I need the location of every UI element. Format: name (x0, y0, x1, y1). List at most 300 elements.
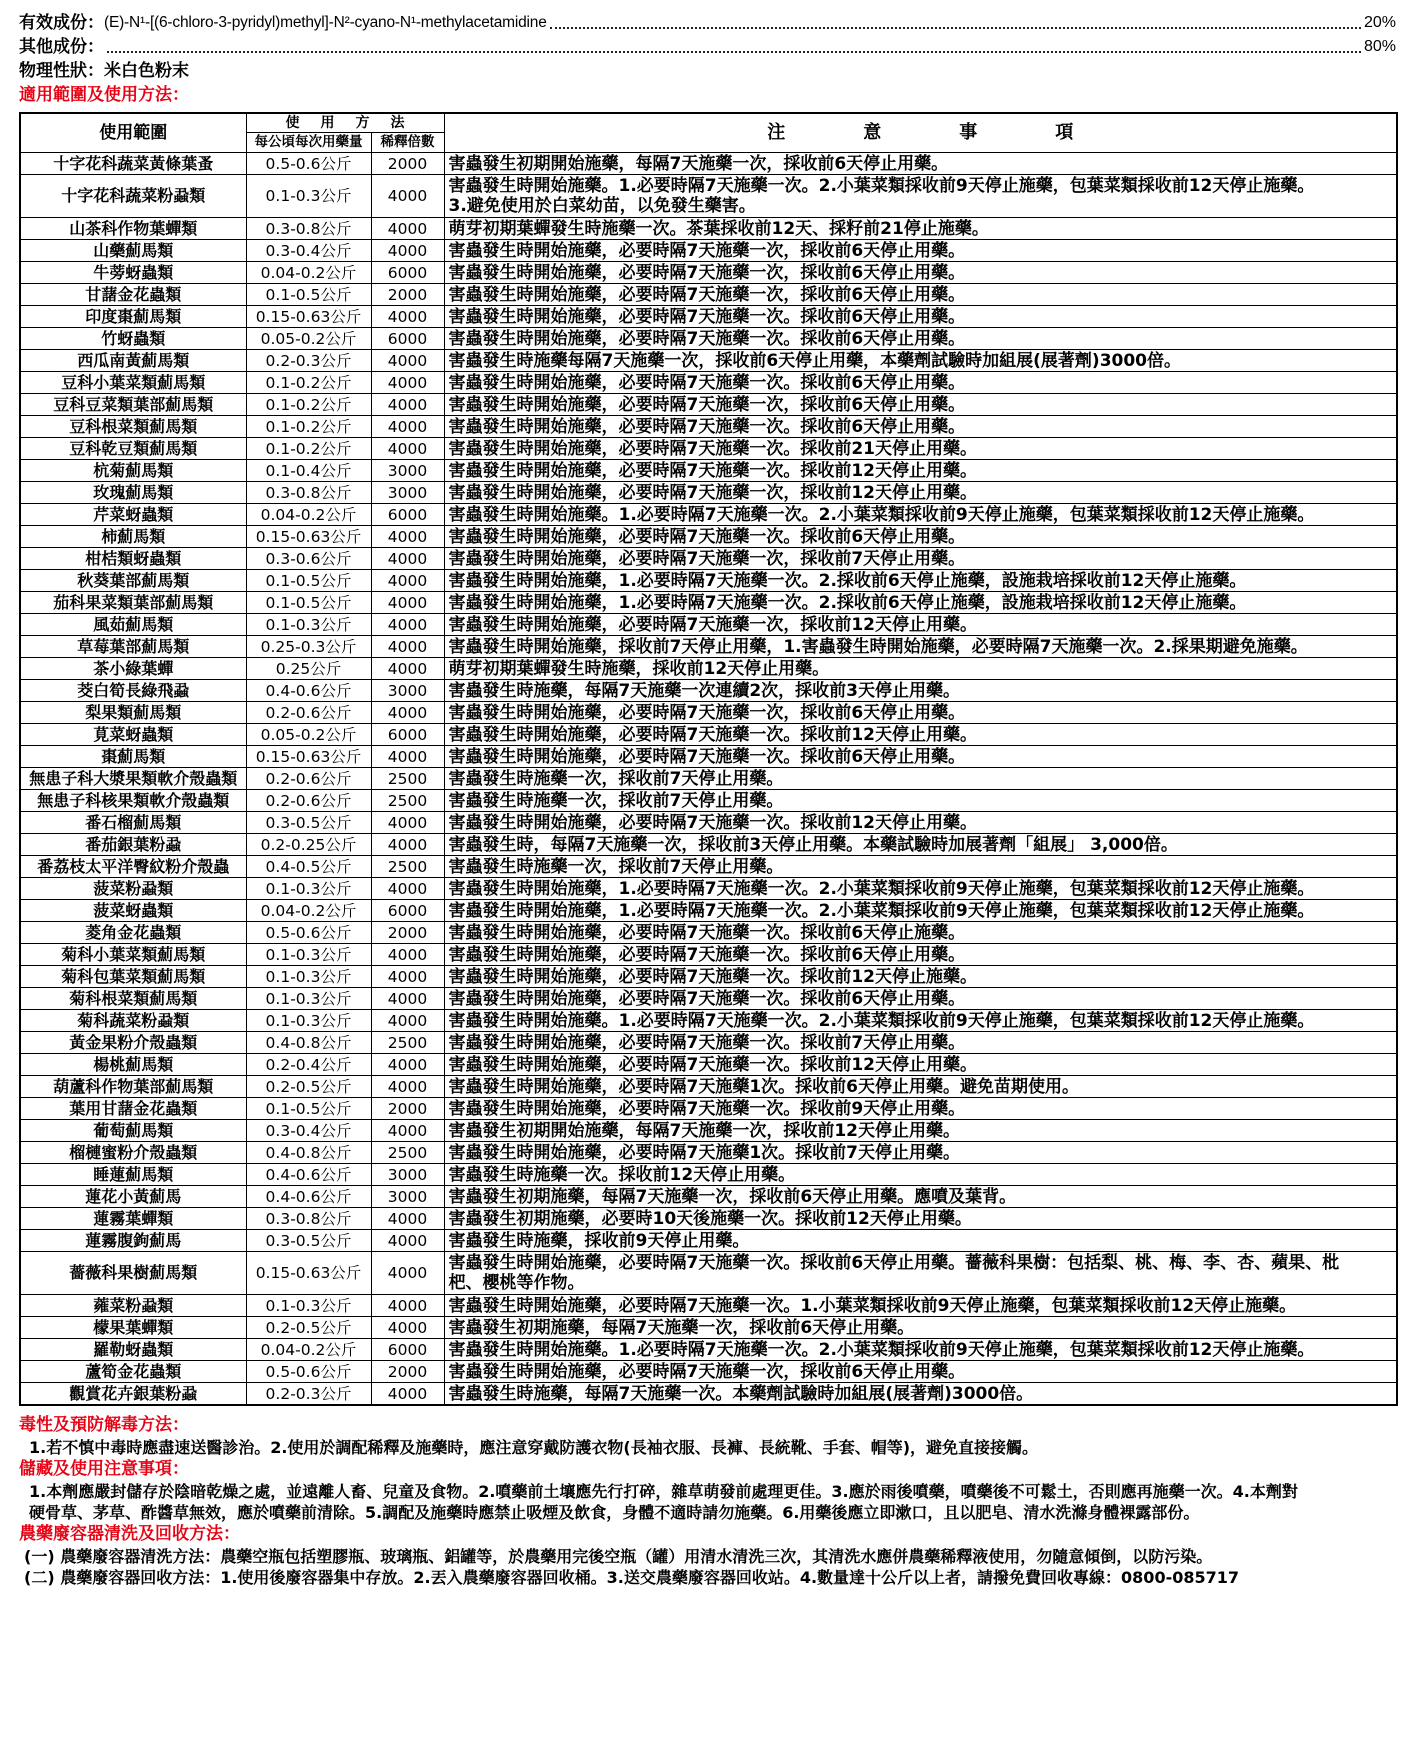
table-row (20, 1361, 1397, 1383)
note-line: 害蟲發生時開始施藥，必要時隔7天施藥一次。採收前12天停止用藥。 (448, 724, 977, 745)
storage-line: 硬骨草、茅草、酢醬草無效，應於噴藥前清除。5.調配及施藥時應禁止吸煙及飲食，身體不適時請勿施藥。6.用藥後應立即漱口，且以肥皂、清水洗滌身體裸露部份。 (29, 1503, 1200, 1522)
table-row (20, 944, 1397, 966)
note-line: 害蟲發生初期開始施藥，每隔7天施藥一次，採收前6天停止用藥。 (448, 153, 949, 174)
note-cell (444, 1142, 1397, 1164)
note-line: 害蟲發生時開始施藥，必要時隔7天施藥1次。採收前6天停止用藥。避免苗期使用。 (448, 1076, 1079, 1097)
table-row (20, 548, 1397, 570)
crop-cell: 黃金果粉介殼蟲類 (20, 1032, 246, 1054)
crop-cell: 蓮花小黃薊馬 (20, 1186, 246, 1208)
table-row (20, 1317, 1397, 1339)
note-cell (444, 746, 1397, 768)
table-row (20, 175, 1397, 218)
note-line: 害蟲發生時開始施藥。1.必要時隔7天施藥一次。2.小葉菜類採收前9天停止施藥，包葉菜類採收前12天停止施藥。 (448, 504, 1315, 525)
crop-cell: 菠菜蚜蟲類 (20, 900, 246, 922)
dose-cell: 0.2-0.6公斤 (246, 768, 371, 790)
note-line: 杷、櫻桃等作物。 (448, 1273, 585, 1293)
dose-cell: 0.4-0.8公斤 (246, 1032, 371, 1054)
note-cell (444, 680, 1397, 702)
table-row (20, 372, 1397, 394)
dose-cell: 0.15-0.63公斤 (246, 306, 371, 328)
crop-cell: 十字花科蔬菜黃條葉蚤 (20, 153, 246, 175)
crop-cell: 蘆筍金花蟲類 (20, 1361, 246, 1383)
crop-cell: 十字花科蔬菜粉蝨類 (20, 175, 246, 218)
dilution-cell: 2500 (371, 768, 444, 790)
table-row (20, 988, 1397, 1010)
dotted-leader (550, 27, 1361, 29)
note-cell (444, 1383, 1397, 1406)
note-cell (444, 834, 1397, 856)
dose-cell: 0.1-0.2公斤 (246, 372, 371, 394)
dose-cell: 0.04-0.2公斤 (246, 900, 371, 922)
note-cell (444, 1164, 1397, 1186)
note-line: 害蟲發生時開始施藥，必要時隔7天施藥一次，採收前6天停止用藥。 (448, 284, 966, 305)
note-cell (444, 1339, 1397, 1361)
dilution-cell: 6000 (371, 262, 444, 284)
table-row (20, 856, 1397, 878)
note-cell (444, 416, 1397, 438)
table-row (20, 1010, 1397, 1032)
table-row (20, 900, 1397, 922)
note-line: 害蟲發生時開始施藥，必要時隔7天施藥一次。採收前12天停止用藥。 (448, 812, 977, 833)
note-line: 害蟲發生時開始施藥，必要時隔7天施藥一次。採收前21天停止用藥。 (448, 438, 977, 459)
dilution-cell: 4000 (371, 526, 444, 548)
note-cell (444, 504, 1397, 526)
crop-cell: 菊科包葉菜類薊馬類 (20, 966, 246, 988)
crop-cell: 菱角金花蟲類 (20, 922, 246, 944)
note-cell (444, 1317, 1397, 1339)
note-line: 害蟲發生時開始施藥，必要時隔7天施藥一次。採收前6天停止用藥。 (448, 944, 966, 965)
note-cell (444, 1252, 1397, 1295)
other-ingredient-label: 其他成份： (19, 37, 104, 57)
dose-cell: 0.3-0.8公斤 (246, 482, 371, 504)
dose-cell: 0.15-0.63公斤 (246, 526, 371, 548)
table-row (20, 1120, 1397, 1142)
note-line: 害蟲發生時開始施藥。1.必要時隔7天施藥一次。2.小葉菜類採收前9天停止施藥，包葉菜類採收前12天停止施藥。 (448, 1010, 1315, 1031)
dilution-cell: 4000 (371, 944, 444, 966)
note-line: 害蟲發生時開始施藥，必要時隔7天施藥一次。採收前6天停止用藥。 (448, 416, 966, 437)
table-row (20, 218, 1397, 240)
dose-cell: 0.2-0.3公斤 (246, 350, 371, 372)
note-cell (444, 768, 1397, 790)
footer-sections (19, 1414, 1396, 1588)
dilution-cell: 4000 (371, 812, 444, 834)
crop-cell: 蓮霧腹鉤薊馬 (20, 1230, 246, 1252)
note-cell (444, 724, 1397, 746)
dose-cell: 0.25公斤 (246, 658, 371, 680)
table-row (20, 768, 1397, 790)
table-row (20, 438, 1397, 460)
dilution-cell: 3000 (371, 680, 444, 702)
dose-cell: 0.1-0.2公斤 (246, 394, 371, 416)
note-line: 害蟲發生時施藥每隔7天施藥一次，採收前6天停止用藥，本藥劑試驗時加組展(展著劑)3000倍。 (448, 350, 1182, 371)
dilution-cell: 2000 (371, 153, 444, 175)
dilution-cell: 4000 (371, 1230, 444, 1252)
dilution-cell: 6000 (371, 900, 444, 922)
table-row (20, 1383, 1397, 1406)
dose-cell: 0.2-0.3公斤 (246, 1383, 371, 1406)
dose-cell: 0.2-0.6公斤 (246, 790, 371, 812)
note-line: 害蟲發生時開始施藥，必要時隔7天施藥一次。1.小葉菜類採收前9天停止施藥，包葉菜類採收前12天停止施藥。 (448, 1295, 1297, 1316)
usage-table-body (20, 153, 1397, 1406)
crop-cell: 睡蓮薊馬類 (20, 1164, 246, 1186)
dilution-cell: 4000 (371, 306, 444, 328)
note-cell (444, 548, 1397, 570)
table-row (20, 1339, 1397, 1361)
disposal-line: (二) 農藥廢容器回收方法：1.使用後廢容器集中存放。2.丟入農藥廢容器回收桶。3.送交農藥廢容器回收站。4.數量達十公斤以上者，請撥免費回收專線：0800-085717 (24, 1568, 1240, 1587)
dose-cell: 0.04-0.2公斤 (246, 504, 371, 526)
note-cell (444, 482, 1397, 504)
dose-cell: 0.04-0.2公斤 (246, 262, 371, 284)
dose-cell: 0.4-0.5公斤 (246, 856, 371, 878)
note-line: 害蟲發生時施藥一次。採收前12天停止用藥。 (448, 1164, 796, 1185)
active-ingredient-percent: 20% (1363, 14, 1396, 31)
crop-cell: 葫蘆科作物葉部薊馬類 (20, 1076, 246, 1098)
note-cell (444, 526, 1397, 548)
crop-cell: 玫瑰薊馬類 (20, 482, 246, 504)
crop-cell: 番石榴薊馬類 (20, 812, 246, 834)
active-ingredient-name: (E)-N¹-[(6-chloro-3-pyridyl)methyl]-N²-cyano-N¹-methylacetamidine (104, 14, 547, 31)
table-row (20, 966, 1397, 988)
table-row (20, 460, 1397, 482)
note-line: 3.避免使用於白菜幼苗，以免發生藥害。 (448, 196, 756, 216)
crop-cell: 無患子科核果類軟介殼蟲類 (20, 790, 246, 812)
crop-cell: 番茄銀葉粉蝨 (20, 834, 246, 856)
note-line: 害蟲發生時開始施藥。1.必要時隔7天施藥一次。2.小葉菜類採收前9天停止施藥，包葉菜類採收前12天停止施藥。 (448, 176, 1315, 196)
note-cell (444, 1032, 1397, 1054)
dilution-cell: 4000 (371, 1317, 444, 1339)
note-line: 害蟲發生時開始施藥，必要時隔7天施藥一次，採收前6天停止用藥。 (448, 394, 966, 415)
note-cell (444, 460, 1397, 482)
note-cell (444, 1054, 1397, 1076)
crop-cell: 莧菜蚜蟲類 (20, 724, 246, 746)
crop-cell: 西瓜南黃薊馬類 (20, 350, 246, 372)
dose-cell: 0.2-0.4公斤 (246, 1054, 371, 1076)
table-row (20, 350, 1397, 372)
dose-cell: 0.15-0.63公斤 (246, 1252, 371, 1295)
dilution-cell: 4000 (371, 636, 444, 658)
crop-cell: 薔薇科果樹薊馬類 (20, 1252, 246, 1295)
note-cell (444, 614, 1397, 636)
crop-cell: 豆科豆菜類葉部薊馬類 (20, 394, 246, 416)
header-notes: 注意事項 (444, 113, 1397, 153)
note-line: 害蟲發生時施藥，每隔7天施藥一次。本藥劑試驗時加組展(展著劑)3000倍。 (448, 1383, 1034, 1404)
note-line: 害蟲發生初期施藥，每隔7天施藥一次，採收前6天停止用藥。 (448, 1317, 915, 1338)
note-line: 害蟲發生時開始施藥，必要時隔7天施藥一次。採收前6天停止用藥。 (448, 988, 966, 1009)
dilution-cell: 4000 (371, 658, 444, 680)
dose-cell: 0.4-0.6公斤 (246, 1164, 371, 1186)
crop-cell: 豆科小葉菜類薊馬類 (20, 372, 246, 394)
active-ingredient-label: 有效成份： (19, 13, 104, 33)
dilution-cell: 4000 (371, 240, 444, 262)
crop-cell: 無患子科大漿果類軟介殼蟲類 (20, 768, 246, 790)
dilution-cell: 3000 (371, 460, 444, 482)
crop-cell: 番荔枝太平洋臀紋粉介殼蟲 (20, 856, 246, 878)
crop-cell: 豆科根菜類薊馬類 (20, 416, 246, 438)
table-row (20, 1032, 1397, 1054)
note-cell (444, 328, 1397, 350)
other-ingredient-percent: 80% (1363, 38, 1396, 55)
table-row (20, 416, 1397, 438)
dilution-cell: 4000 (371, 218, 444, 240)
dilution-cell: 3000 (371, 1186, 444, 1208)
dose-cell: 0.5-0.6公斤 (246, 922, 371, 944)
note-line: 害蟲發生時開始施藥。1.必要時隔7天施藥一次。2.小葉菜類採收前9天停止施藥，包葉菜類採收前12天停止施藥。 (448, 1339, 1315, 1360)
dose-cell: 0.1-0.3公斤 (246, 614, 371, 636)
note-line: 害蟲發生時開始施藥，必要時隔7天施藥一次，採收前6天停止用藥。 (448, 702, 966, 723)
dilution-cell: 4000 (371, 1054, 444, 1076)
dilution-cell: 4000 (371, 834, 444, 856)
dilution-cell: 6000 (371, 504, 444, 526)
table-row (20, 306, 1397, 328)
table-row (20, 658, 1397, 680)
dilution-cell: 2500 (371, 790, 444, 812)
crop-cell: 榴槤蜜粉介殼蟲類 (20, 1142, 246, 1164)
note-line: 害蟲發生時開始施藥，必要時隔7天施藥一次，採收前12天停止用藥。 (448, 614, 977, 635)
dilution-cell: 4000 (371, 1076, 444, 1098)
dilution-cell: 4000 (371, 1010, 444, 1032)
note-line: 害蟲發生時施藥一次，採收前7天停止用藥。 (448, 790, 784, 811)
crop-cell: 山藥薊馬類 (20, 240, 246, 262)
dilution-cell: 4000 (371, 548, 444, 570)
usage-table (19, 112, 1398, 1406)
dilution-cell: 4000 (371, 1120, 444, 1142)
dilution-cell: 4000 (371, 350, 444, 372)
table-row (20, 1076, 1397, 1098)
crop-cell: 蓮霧葉蟬類 (20, 1208, 246, 1230)
dilution-cell: 4000 (371, 416, 444, 438)
ingredient-info (19, 10, 1396, 82)
note-cell (444, 394, 1397, 416)
crop-cell: 茭白筍長綠飛蝨 (20, 680, 246, 702)
crop-cell: 茶小綠葉蟬 (20, 658, 246, 680)
dose-cell: 0.3-0.8公斤 (246, 218, 371, 240)
note-line: 害蟲發生時，每隔7天施藥一次，採收前3天停止用藥。本藥試驗時加展著劑「組展」 3,000倍。 (448, 834, 1178, 855)
crop-cell: 菊科根菜類薊馬類 (20, 988, 246, 1010)
table-row (20, 240, 1397, 262)
dilution-cell: 4000 (371, 1208, 444, 1230)
note-cell (444, 262, 1397, 284)
note-line: 害蟲發生時開始施藥，必要時隔7天施藥一次。採收前6天停止用藥。 (448, 526, 966, 547)
dose-cell: 0.1-0.3公斤 (246, 878, 371, 900)
note-line: 害蟲發生時開始施藥，必要時隔7天施藥一次。採收前9天停止用藥。 (448, 1098, 966, 1119)
note-line: 害蟲發生時施藥，每隔7天施藥一次連續2次，採收前3天停止用藥。 (448, 680, 960, 701)
note-cell (444, 175, 1397, 218)
note-line: 害蟲發生時開始施藥，必要時隔7天施藥一次。採收前6天停止用藥。 (448, 372, 966, 393)
crop-cell: 羅勒蚜蟲類 (20, 1339, 246, 1361)
crop-cell: 菊科小葉菜類薊馬類 (20, 944, 246, 966)
dose-cell: 0.5-0.6公斤 (246, 1361, 371, 1383)
table-row (20, 526, 1397, 548)
note-cell (444, 658, 1397, 680)
note-line: 害蟲發生時開始施藥，必要時隔7天施藥一次，採收前12天停止用藥。 (448, 482, 977, 503)
dose-cell: 0.04-0.2公斤 (246, 1339, 371, 1361)
crop-cell: 杭菊薊馬類 (20, 460, 246, 482)
disposal-title: 農藥廢容器清洗及回收方法： (19, 1524, 240, 1544)
dose-cell: 0.1-0.5公斤 (246, 284, 371, 306)
table-row (20, 1098, 1397, 1120)
dilution-cell: 4000 (371, 1295, 444, 1317)
dose-cell: 0.1-0.2公斤 (246, 438, 371, 460)
dose-cell: 0.1-0.3公斤 (246, 966, 371, 988)
table-row (20, 328, 1397, 350)
note-cell (444, 944, 1397, 966)
note-line: 害蟲發生時開始施藥，必要時隔7天施藥一次，採收前6天停止用藥。 (448, 262, 966, 283)
note-cell (444, 922, 1397, 944)
note-cell (444, 372, 1397, 394)
note-line: 害蟲發生時開始施藥，1.必要時隔7天施藥一次。2.小葉菜類採收前9天停止施藥，包葉菜類採收前12天停止施藥。 (448, 878, 1315, 899)
note-cell (444, 438, 1397, 460)
dose-cell: 0.1-0.3公斤 (246, 1010, 371, 1032)
note-line: 害蟲發生時開始施藥，必要時隔7天施藥一次，採收前7天停止用藥。 (448, 548, 966, 569)
header-dilution: 稀釋倍數 (371, 133, 444, 153)
dose-cell: 0.1-0.3公斤 (246, 944, 371, 966)
dose-cell: 0.05-0.2公斤 (246, 724, 371, 746)
table-row (20, 284, 1397, 306)
note-cell (444, 350, 1397, 372)
table-row (20, 790, 1397, 812)
note-line: 萌芽初期葉蟬發生時施藥，採收前12天停止用藥。 (448, 658, 830, 679)
crop-cell: 風茹薊馬類 (20, 614, 246, 636)
dotted-leader (107, 51, 1361, 53)
table-row (20, 592, 1397, 614)
dose-cell: 0.4-0.6公斤 (246, 1186, 371, 1208)
dilution-cell: 3000 (371, 482, 444, 504)
table-row (20, 1230, 1397, 1252)
table-row (20, 394, 1397, 416)
table-row (20, 812, 1397, 834)
dilution-cell: 4000 (371, 438, 444, 460)
dilution-cell: 6000 (371, 1339, 444, 1361)
note-cell (444, 1230, 1397, 1252)
dose-cell: 0.3-0.4公斤 (246, 1120, 371, 1142)
crop-cell: 觀賞花卉銀葉粉蝨 (20, 1383, 246, 1406)
dose-cell: 0.5-0.6公斤 (246, 153, 371, 175)
note-line: 害蟲發生初期施藥，每隔7天施藥一次，採收前6天停止用藥。應噴及葉背。 (448, 1186, 1017, 1207)
note-line: 害蟲發生時開始施藥，必要時隔7天施藥一次。採收前12天停止用藥。 (448, 460, 977, 481)
note-line: 害蟲發生時施藥一次，採收前7天停止用藥。 (448, 856, 784, 877)
crop-cell: 葉用甘藷金花蟲類 (20, 1098, 246, 1120)
crop-cell: 秋葵葉部薊馬類 (20, 570, 246, 592)
dose-cell: 0.1-0.3公斤 (246, 988, 371, 1010)
dose-cell: 0.1-0.5公斤 (246, 592, 371, 614)
note-cell (444, 153, 1397, 175)
physical-property-line (19, 58, 1396, 82)
note-line: 害蟲發生時施藥，採收前9天停止用藥。 (448, 1230, 750, 1251)
crop-cell: 柑桔類蚜蟲類 (20, 548, 246, 570)
table-row (20, 1054, 1397, 1076)
note-line: 害蟲發生時開始施藥，必要時隔7天施藥一次。採收前12天停止用藥。 (448, 1054, 977, 1075)
table-row (20, 724, 1397, 746)
crop-cell: 芹菜蚜蟲類 (20, 504, 246, 526)
physical-property-label: 物理性狀： (19, 61, 104, 81)
dose-cell: 0.4-0.8公斤 (246, 1142, 371, 1164)
note-cell (444, 240, 1397, 262)
dilution-cell: 4000 (371, 702, 444, 724)
dilution-cell: 4000 (371, 614, 444, 636)
note-cell (444, 966, 1397, 988)
note-cell (444, 878, 1397, 900)
crop-cell: 草莓葉部薊馬類 (20, 636, 246, 658)
dose-cell: 0.3-0.4公斤 (246, 240, 371, 262)
crop-cell: 棗薊馬類 (20, 746, 246, 768)
table-row (20, 614, 1397, 636)
crop-cell: 菠菜粉蝨類 (20, 878, 246, 900)
table-row (20, 262, 1397, 284)
table-row (20, 1164, 1397, 1186)
table-row (20, 878, 1397, 900)
dilution-cell: 4000 (371, 988, 444, 1010)
table-row (20, 1208, 1397, 1230)
note-line: 萌芽初期葉蟬發生時施藥一次。茶葉採收前12天、採籽前21停止施藥。 (448, 218, 989, 239)
crop-cell: 牛蒡蚜蟲類 (20, 262, 246, 284)
dose-cell: 0.3-0.5公斤 (246, 812, 371, 834)
dilution-cell: 4000 (371, 966, 444, 988)
note-cell (444, 1010, 1397, 1032)
dose-cell: 0.3-0.6公斤 (246, 548, 371, 570)
note-cell (444, 592, 1397, 614)
note-cell (444, 1208, 1397, 1230)
crop-cell: 蕹菜粉蝨類 (20, 1295, 246, 1317)
note-line: 害蟲發生時開始施藥，必要時隔7天施藥一次。採收前6天停止用藥。薔薇科果樹：包括梨、桃、梅、李、杏、蘋果、枇 (448, 1253, 1340, 1273)
dilution-cell: 6000 (371, 328, 444, 350)
note-line: 害蟲發生時開始施藥，必要時隔7天施藥一次，採收前6天停止用藥。 (448, 1361, 966, 1382)
note-cell (444, 218, 1397, 240)
dose-cell: 0.1-0.2公斤 (246, 416, 371, 438)
note-line: 害蟲發生時開始施藥，1.必要時隔7天施藥一次。2.採收前6天停止施藥，設施栽培採收前12天停止施藥。 (448, 570, 1247, 591)
dose-cell: 0.1-0.3公斤 (246, 1295, 371, 1317)
crop-cell: 茄科果菜類葉部薊馬類 (20, 592, 246, 614)
note-cell (444, 988, 1397, 1010)
table-row (20, 482, 1397, 504)
note-cell (444, 284, 1397, 306)
dilution-cell: 2000 (371, 1098, 444, 1120)
usage-table-header (20, 113, 1397, 153)
note-line: 害蟲發生時開始施藥，必要時隔7天施藥一次。採收前7天停止用藥。 (448, 1032, 966, 1053)
table-row (20, 1186, 1397, 1208)
dilution-cell: 3000 (371, 1164, 444, 1186)
dose-cell: 0.2-0.6公斤 (246, 702, 371, 724)
disposal-line: (一) 農藥廢容器清洗方法：農藥空瓶包括塑膠瓶、玻璃瓶、鋁罐等，於農藥用完後空瓶（罐）用清水清洗三次，其清洗水應併農藥稀釋液使用，勿隨意傾倒，以防污染。 (24, 1547, 1213, 1566)
dilution-cell: 2500 (371, 1032, 444, 1054)
dilution-cell: 4000 (371, 175, 444, 218)
table-row (20, 922, 1397, 944)
note-cell (444, 1120, 1397, 1142)
note-cell (444, 856, 1397, 878)
note-line: 害蟲發生初期施藥，必要時10天後施藥一次。採收前12天停止用藥。 (448, 1208, 972, 1229)
dilution-cell: 4000 (371, 878, 444, 900)
table-row (20, 636, 1397, 658)
note-line: 害蟲發生時開始施藥，1.必要時隔7天施藥一次。2.採收前6天停止施藥，設施栽培採收前12天停止施藥。 (448, 592, 1247, 613)
dilution-cell: 6000 (371, 724, 444, 746)
table-row (20, 153, 1397, 175)
note-cell (444, 1361, 1397, 1383)
dilution-cell: 2500 (371, 856, 444, 878)
crop-cell: 竹蚜蟲類 (20, 328, 246, 350)
note-line: 害蟲發生時開始施藥，必要時隔7天施藥1次。採收前7天停止用藥。 (448, 1142, 960, 1163)
note-cell (444, 1295, 1397, 1317)
dilution-cell: 4000 (371, 1252, 444, 1295)
crop-cell: 檬果葉蟬類 (20, 1317, 246, 1339)
note-line: 害蟲發生時開始施藥，必要時隔7天施藥一次。採收前6天停止施藥。 (448, 922, 966, 943)
dilution-cell: 4000 (371, 592, 444, 614)
note-line: 害蟲發生時開始施藥，必要時隔7天施藥一次，採收前6天停止用藥。 (448, 240, 966, 261)
dilution-cell: 4000 (371, 1383, 444, 1406)
dose-cell: 0.3-0.5公斤 (246, 1230, 371, 1252)
table-row (20, 1295, 1397, 1317)
storage-line: 1.本劑應嚴封儲存於陰暗乾燥之處，並遠離人畜、兒童及食物。2.噴藥前土壤應先行打碎，雜草萌發前處理更佳。3.應於雨後噴藥，噴藥後不可鬆土，否則應再施藥一次。4.本劑對 (29, 1482, 1298, 1501)
physical-property-value: 米白色粉末 (104, 61, 189, 81)
dilution-cell: 2000 (371, 922, 444, 944)
